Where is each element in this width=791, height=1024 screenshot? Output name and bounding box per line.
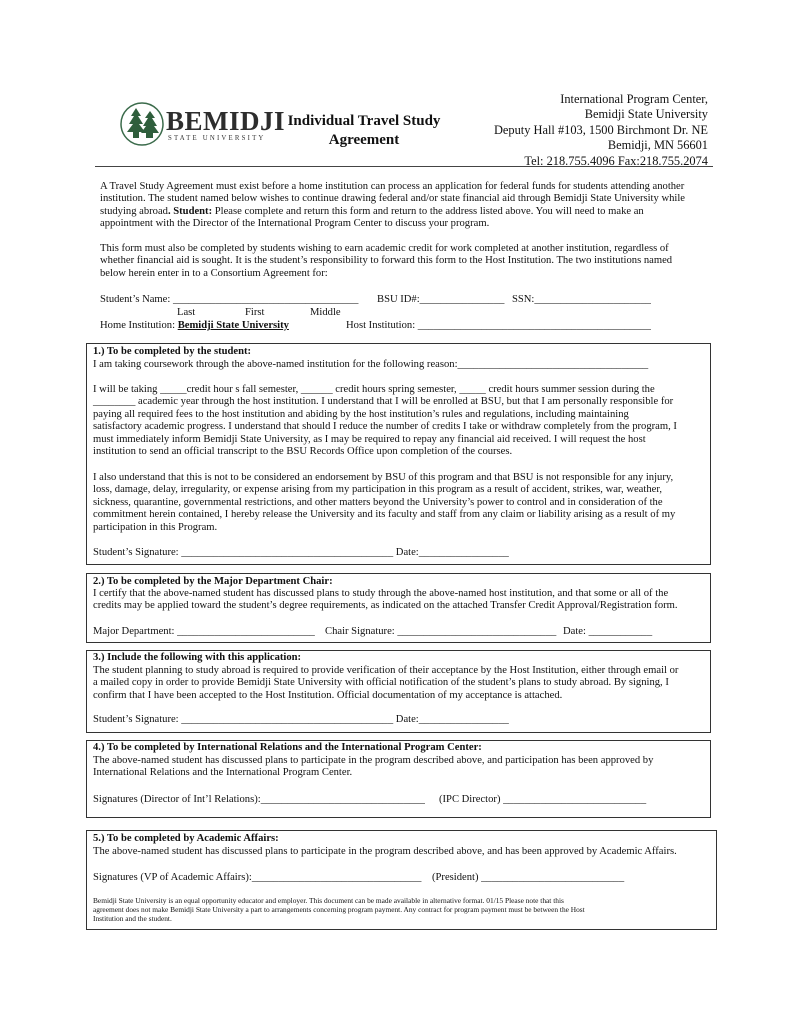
first-name-caption: First <box>245 307 265 318</box>
text-span: Please complete and return this form and return to the address listed above. You will need to make an <box>212 205 644 217</box>
header-divider <box>95 166 713 167</box>
text-line: commitment herein contained, I hereby release the University and its faculty and staff from any claim or liability arising as a result of my <box>93 509 676 521</box>
section-1-paragraph-1 <box>93 384 705 458</box>
chair-date-field[interactable]: Date: ____________ <box>563 626 653 637</box>
student-signature-line-1[interactable]: Student’s Signature: ________________________________________ Date:_________________ <box>93 547 509 558</box>
president-signature-field[interactable]: (President) ___________________________ <box>432 872 625 883</box>
address-line: International Program Center, <box>560 92 708 106</box>
address-contact: Tel: 218.755.4096 Fax:218.755.2074 <box>524 153 708 168</box>
text-line: I will be taking _____credit hour s fall semester, ______ credit hours spring semester, _____ credit hours summer session during the <box>93 384 655 395</box>
text-line: A Travel Study Agreement must exist before a home institution can process an application for federal funds for students attending another <box>100 181 685 192</box>
student-signature-line-2[interactable]: Student’s Signature: ________________________________________ Date:_________________ <box>93 714 509 725</box>
text-line: participation in this Program. <box>93 521 218 533</box>
text-line: ________ academic year through the host institution. I understand that I will be enrolled at BSU, but that I am personally responsible for <box>93 396 674 408</box>
intl-relations-signature-field[interactable]: Signatures (Director of Int’l Relations):_______________________________ <box>93 794 425 805</box>
major-department-field[interactable]: Major Department: __________________________ <box>93 626 315 637</box>
intro-paragraph-2 <box>100 243 712 280</box>
section-1-paragraph-2 <box>93 472 705 534</box>
title-line-2: Agreement <box>328 132 400 148</box>
text-line: appointment with the Director of the International Program Center to discuss your program. <box>100 218 490 230</box>
text-line: institution to send an official transcript to the BSU Records Office upon completion of the courses. <box>93 446 513 458</box>
text-line: institution. The student named below wishes to continue drawing federal and/or state financial aid through Bemidji State University while <box>100 193 685 205</box>
logo-wordmark: BEMIDJI <box>166 106 286 136</box>
intro-paragraph-1 <box>100 181 712 231</box>
ipc-director-signature-field[interactable]: (IPC Director) ___________________________ <box>439 794 647 805</box>
text-line: satisfactory academic progress. I understand that should I reduce the number of credits I take or withdraw completely from the program, I <box>93 421 677 433</box>
chair-signature-field[interactable]: Chair Signature: ______________________________ <box>325 626 557 637</box>
section-4-heading: 4.) To be completed by International Relations and the International Program Center: <box>93 742 482 753</box>
section-5-paragraph: The above-named student has discussed plans to participate in the program described above, and has been approved by Academic Affairs. <box>93 846 677 857</box>
text-line: sickness, quarantine, governmental restrictions, and other matters beyond the University’s power to control and in consideration of the <box>93 496 663 508</box>
text-line <box>100 206 712 218</box>
text-line: paying all required fees to the host institution and abiding by the host institution’s rules and regulations, including maintaining <box>93 408 629 420</box>
text-line: agreement does not make Bemidji State University a part to arrangements concerning program payment. Any contract for program payment must be between the Host <box>93 905 585 914</box>
home-institution-field <box>100 320 289 332</box>
section-4-paragraph <box>93 755 705 780</box>
title-line-1: Individual Travel Study <box>287 113 441 129</box>
text-line: confirm that I have been accepted to the Host Institution. Official documentation of my acceptance is attached. <box>93 689 563 701</box>
text-line: below herein enter in to a Consortium Agreement for: <box>100 267 328 279</box>
reason-field[interactable]: I am taking coursework through the above-named institution for the following reason:____________________________________ <box>93 359 649 370</box>
address-line: Bemidji State University <box>584 107 708 122</box>
text-line: a mailed copy in order to provide Bemidji State University with official notification of the student’s plans to study abroad. By signing, I <box>93 677 669 689</box>
text-line: I also understand that this is not to be considered an endorsement by BSU of this program and that BSU is not responsible for any injury, <box>93 472 674 483</box>
text-line: The above-named student has discussed plans to participate in the program described above, and participation has been approved by <box>93 755 654 766</box>
address-line: Bemidji, MN 56601 <box>607 138 708 153</box>
section-2-heading: 2.) To be completed by the Major Department Chair: <box>93 576 333 587</box>
text-line: Bemidji State University is an equal opportunity educator and employer. This document can be made available in alternative format. 01/15 Please note that this <box>93 896 564 905</box>
student-name-field[interactable]: Student’s Name: ___________________________________ <box>100 294 359 305</box>
text-line: must immediately inform Bemidji State University, as I may be required to repay any financial aid received. I will request the host <box>93 433 646 445</box>
text-line: International Relations and the International Program Center. <box>93 767 353 779</box>
text-line: I certify that the above-named student has discussed plans to study through the above-named host institution, and that some or all of the <box>93 588 669 599</box>
fine-print <box>93 896 708 923</box>
last-name-caption: Last <box>177 307 196 318</box>
text-line: whether financial aid is sought. It is the student’s responsibility to forward this form to the Host Institution. The two institutions named <box>100 255 673 267</box>
ssn-field[interactable]: SSN:______________________ <box>512 294 651 305</box>
host-institution-field[interactable]: Host Institution: ____________________________________________ <box>346 320 651 331</box>
logo-subtitle: STATE UNIVERSITY <box>168 135 266 142</box>
office-address <box>494 92 708 169</box>
text-line: credits may be applied toward the student’s degree requirements, as indicated on the attached Transfer Credit Approval/Registration form. <box>93 600 678 612</box>
section-3-paragraph <box>93 665 705 702</box>
middle-name-caption: Middle <box>310 307 341 318</box>
section-3-heading: 3.) Include the following with this application: <box>93 652 302 663</box>
vp-academic-affairs-signature-field[interactable]: Signatures (VP of Academic Affairs):________________________________ <box>93 872 422 883</box>
document-title <box>278 112 450 150</box>
section-5-heading: 5.) To be completed by Academic Affairs: <box>93 833 279 844</box>
pine-trees-icon <box>119 102 165 146</box>
address-line: Deputy Hall #103, 1500 Birchmont Dr. NE <box>493 122 708 137</box>
text-line: The student planning to study abroad is required to provide verification of their acceptance by the Host Institution, either through email or <box>93 665 679 676</box>
section-1-heading: 1.) To be completed by the student: <box>93 346 252 357</box>
bsu-id-field[interactable]: BSU ID#:________________ <box>377 294 505 305</box>
student-label: . Student: <box>167 205 213 217</box>
home-institution-value: Bemidji State University <box>177 320 289 331</box>
home-institution-label: Home Institution: <box>100 320 178 331</box>
text-line: Institution and the student. <box>93 914 172 923</box>
text-line: loss, damage, delay, irregularity, or expense arising from my participation in this program as a result of accident, strikes, war, weather, <box>93 484 663 496</box>
text-line: This form must also be completed by students wishing to earn academic credit for work completed at another institution, regardless of <box>100 243 669 254</box>
section-2-paragraph <box>93 588 705 613</box>
text-span: studying abroad <box>100 205 168 217</box>
